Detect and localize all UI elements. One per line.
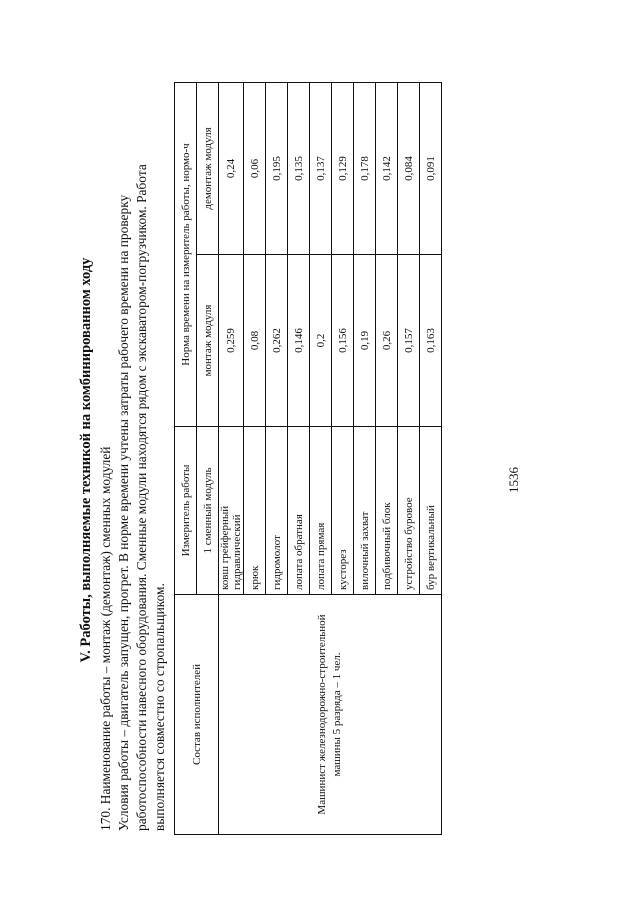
dismount-value: 0,084 [398,82,420,254]
header-executors: Состав исполнителей [175,595,219,835]
executor-cell: Машинист железнодорожно-строительной машины 5 разряда – 1 чел. [219,595,442,835]
page-number: 1536 [506,467,521,493]
dismount-value: 0,24 [219,82,244,254]
module-name: подбивочный блок [376,427,398,595]
mount-value: 0,157 [398,255,420,427]
module-name: лопата обратная [288,427,310,595]
dismount-value: 0,142 [376,82,398,254]
dismount-value: 0,195 [266,82,288,254]
table-row [219,82,244,834]
dismount-value: 0,137 [310,82,332,254]
subheader-mount: монтаж модуля [197,255,219,427]
norms-table [174,82,442,835]
dismount-value: 0,06 [244,82,266,254]
conditions-line-3: выполняется совместно со стропальщиком. [152,583,167,831]
mount-value: 0,262 [266,255,288,427]
work-title: 170. Наименование работы – монтаж (демонтаж) сменных модулей [98,446,113,831]
module-name: ковш грейферный гидравлический [219,427,244,595]
subheader-measure: 1 сменный модуль [197,427,219,595]
table-body [219,82,442,834]
module-name: устройство буровое [398,427,420,595]
mount-value: 0,08 [244,255,266,427]
module-name: вилочный захват [354,427,376,595]
section-heading: V. Работы, выполняемые техникой на комбинированном ходу [78,257,94,663]
mount-value: 0,156 [332,255,354,427]
module-name: кусторез [332,427,354,595]
conditions-line-2: работоспособности навесного оборудования. Сменные модули находятся рядом с экскаватором-погрузчиком. Работа [134,164,149,831]
header-measure: Измеритель работы [175,427,197,595]
mount-value: 0,259 [219,255,244,427]
mount-value: 0,163 [420,255,442,427]
dismount-value: 0,129 [332,82,354,254]
module-name: бур вертикальный [420,427,442,595]
header-norm: Норма времени на измеритель работы, нормо-ч [175,82,197,426]
table-header-row [175,82,197,834]
mount-value: 0,146 [288,255,310,427]
dismount-value: 0,091 [420,82,442,254]
mount-value: 0,2 [310,255,332,427]
dismount-value: 0,135 [288,82,310,254]
mount-value: 0,26 [376,255,398,427]
subheader-dismount: демонтаж модуля [197,82,219,254]
rotated-page [70,75,610,845]
module-name: лопата прямая [310,427,332,595]
module-name: крюк [244,427,266,595]
conditions-line-1: Условия работы – двигатель запущен, прогрет. В норме времени учтены затраты рабочего времени на проверку [116,194,131,831]
mount-value: 0,19 [354,255,376,427]
module-name: гидромолот [266,427,288,595]
dismount-value: 0,178 [354,82,376,254]
